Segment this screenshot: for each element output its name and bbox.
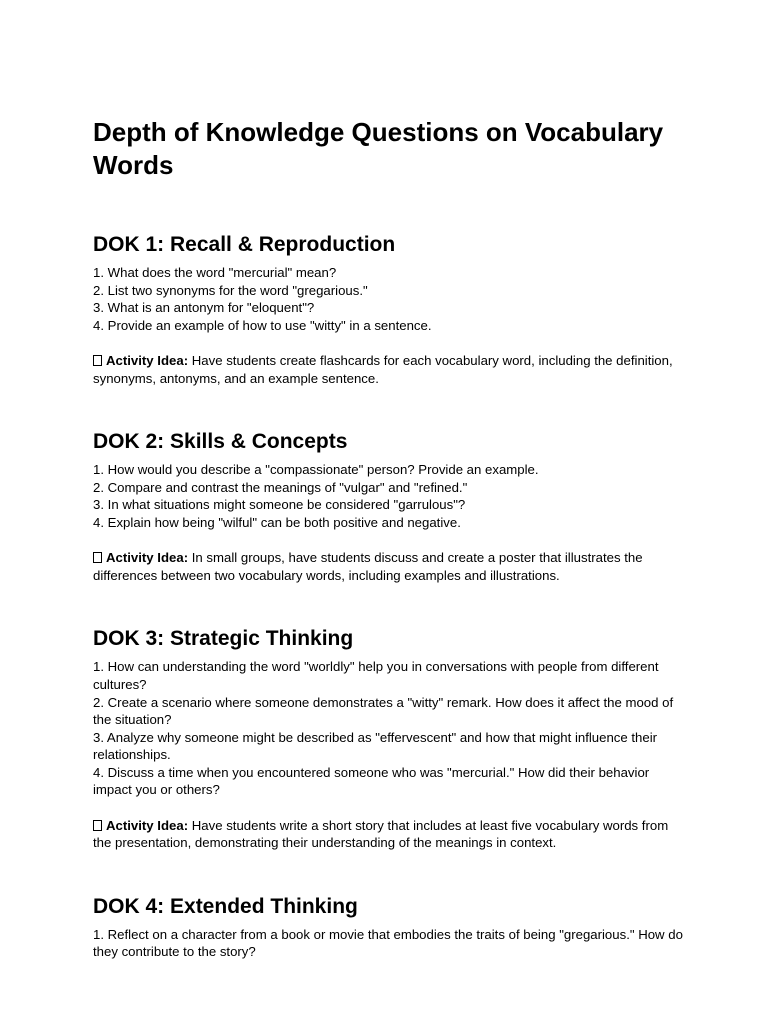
question-item: 2. List two synonyms for the word "gregarious.": [93, 282, 368, 298]
question-item: 4. Explain how being "wilful" can be both positive and negative.: [93, 514, 461, 530]
document-page: [93, 116, 683, 1003]
question-item: 3. In what situations might someone be considered "garrulous"?: [93, 497, 466, 513]
activity-label: Activity Idea:: [106, 817, 189, 833]
question-item: 3. What is an antonym for "eloquent"?: [93, 300, 315, 316]
section-heading: DOK 1: Recall & Reproduction: [93, 233, 396, 256]
checkbox-glyph-icon: [93, 552, 102, 563]
activity-label: Activity Idea:: [106, 550, 189, 566]
checkbox-glyph-icon: [93, 355, 102, 366]
section-heading: DOK 3: Strategic Thinking: [93, 627, 354, 651]
section-dok-4: [93, 894, 683, 961]
question-item: 4. Provide an example of how to use "witty" in a sentence.: [93, 317, 432, 333]
activity-label: Activity Idea:: [106, 352, 189, 368]
section-dok-1: [93, 232, 683, 387]
section-dok-3: [93, 626, 683, 852]
question-list: [93, 926, 683, 961]
activity-text: Have students write a short story that includes at least five vocabulary words from the presentation, demonstrating their understanding of the meanings in context.: [93, 817, 669, 851]
question-item: 2. Compare and contrast the meanings of "vulgar" and "refined.": [93, 479, 468, 495]
activity-text: In small groups, have students discuss and create a poster that illustrates the differences between two vocabulary words, including examples and illustrations.: [93, 550, 643, 583]
question-item: 4. Discuss a time when you encountered someone who was "mercurial." How did their behavior impact you or others?: [93, 764, 650, 798]
section-heading: DOK 4: Extended Thinking: [93, 894, 358, 918]
activity-text: Have students create flashcards for each vocabulary word, including the definition, synonyms, antonyms, and an example sentence.: [93, 352, 673, 386]
question-list: [93, 658, 683, 799]
question-item: 1. What does the word "mercurial" mean?: [93, 265, 337, 280]
question-item: 1. How can understanding the word "worldly" help you in conversations with people from different cultures?: [93, 659, 659, 692]
activity-idea: [93, 352, 683, 387]
section-heading: DOK 2: Skills & Concepts: [93, 430, 348, 454]
question-item: 2. Create a scenario where someone demonstrates a "witty" remark. How does it affect the mood of the situation?: [93, 694, 674, 728]
activity-idea: [93, 817, 683, 852]
activity-idea: [93, 549, 683, 584]
question-list: [93, 264, 683, 334]
document-title: Depth of Knowledge Questions on Vocabulary Words: [93, 117, 664, 180]
section-dok-2: [93, 429, 683, 584]
question-item: 1. How would you describe a "compassionate" person? Provide an example.: [93, 462, 539, 478]
question-item: 3. Analyze why someone might be described as "effervescent" and how that might influence their relationships.: [93, 729, 658, 763]
question-item: 1. Reflect on a character from a book or movie that embodies the traits of being "gregarious." How do they contribute to the story?: [93, 926, 683, 960]
question-list: [93, 461, 683, 531]
checkbox-glyph-icon: [93, 820, 102, 831]
